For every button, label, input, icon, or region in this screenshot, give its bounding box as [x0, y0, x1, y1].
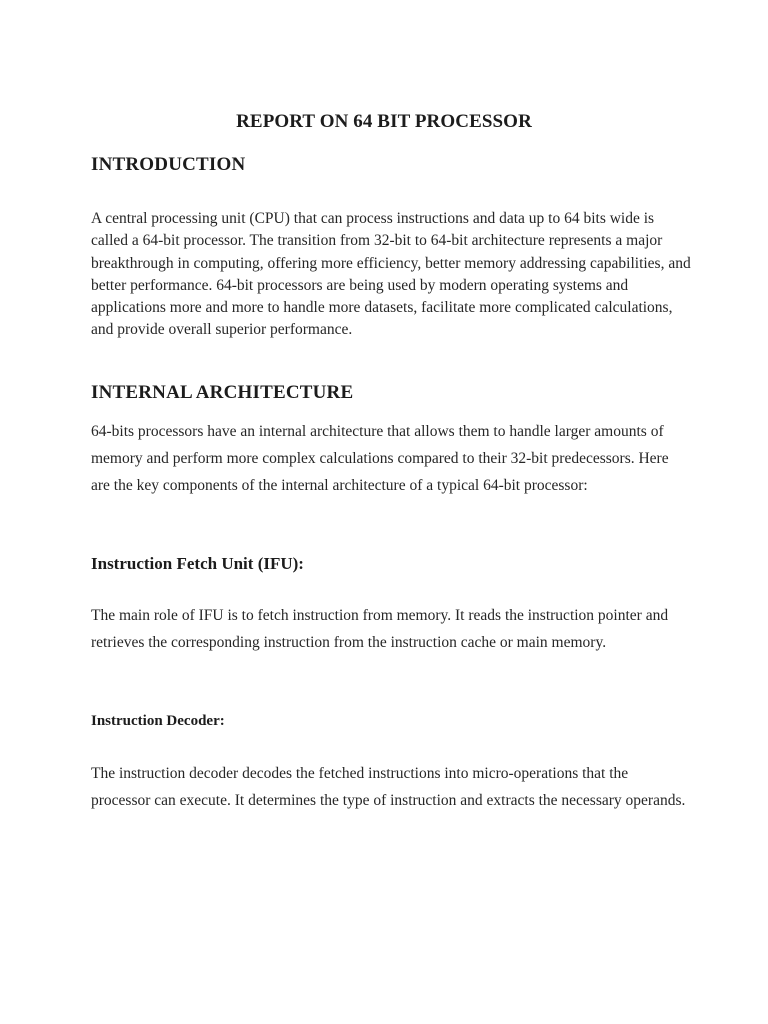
paragraph-introduction: A central processing unit (CPU) that can process instructions and data up to 64 bits wide is called a 64-bit processor. The transition from 32-bit to 64-bit architecture represents a major breakthrough in computing, offering more efficiency, better memory addressing capabilities, and better performance. 64-bit processors are being used by modern operating systems and applications more and more to handle more datasets, facilitate more complicated calculations, and provide overall superior performance. — [91, 210, 691, 339]
heading-introduction: INTRODUCTION — [91, 154, 246, 175]
heading-internal-architecture: INTERNAL ARCHITECTURE — [91, 382, 354, 403]
document-title: REPORT ON 64 BIT PROCESSOR — [236, 111, 532, 132]
paragraph-instruction-decoder: The instruction decoder decodes the fetched instructions into micro-operations that the processor can execute. It determines the type of instruction and extracts the necessary operands. — [91, 765, 686, 809]
paragraph-internal-architecture: 64-bits processors have an internal architecture that allows them to handle larger amounts of memory and perform more complex calculations compared to their 32-bit predecessors. Here are the key components of the internal architecture of a typical 64-bit processor: — [91, 423, 669, 494]
paragraph-instruction-fetch-unit: The main role of IFU is to fetch instruction from memory. It reads the instruction pointer and retrieves the corresponding instruction from the instruction cache or main memory. — [91, 607, 669, 651]
heading-instruction-decoder: Instruction Decoder: — [91, 713, 225, 729]
heading-instruction-fetch-unit: Instruction Fetch Unit (IFU): — [91, 554, 304, 573]
